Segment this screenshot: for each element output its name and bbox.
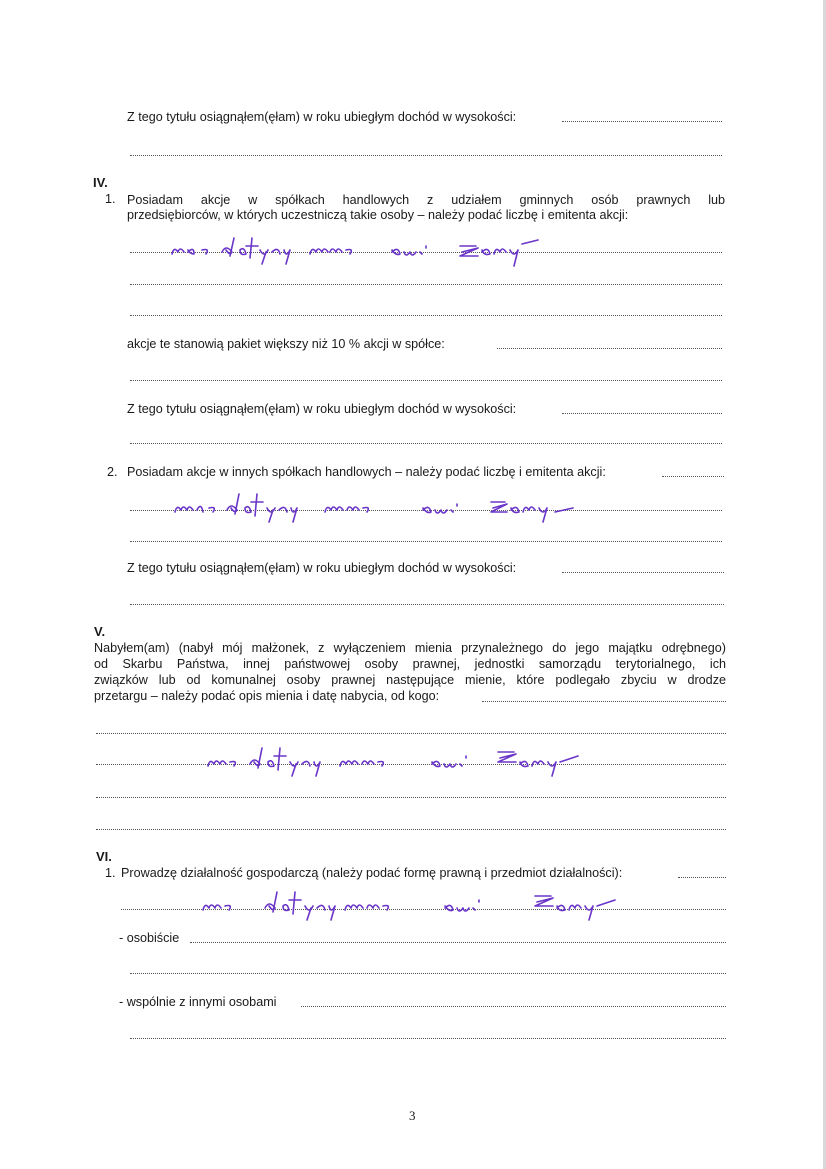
package-line: akcje te stanowią pakiet większy niż 10 % akcji w spółce: bbox=[127, 337, 445, 351]
dotted-line bbox=[678, 877, 726, 878]
dotted-line bbox=[130, 604, 724, 605]
dotted-line bbox=[130, 541, 722, 542]
jointly-label: - wspólnie z innymi osobami bbox=[119, 995, 277, 1009]
income-line: Z tego tytułu osiągnąłem(ęłam) w roku ubiegłym dochód w wysokości: bbox=[127, 402, 517, 416]
income-line-2: Z tego tytułu osiągnąłem(ęłam) w roku ubiegłym dochód w wysokości: bbox=[127, 561, 517, 575]
section-iv-item1-number: 1. bbox=[105, 192, 116, 206]
dotted-line bbox=[130, 443, 722, 444]
section-iv-label: IV. bbox=[93, 175, 108, 190]
section-iv-item1-text: Posiadam akcje w spółkach handlowych z udziałem gminnych osób prawnych lub bbox=[127, 193, 725, 207]
dotted-line bbox=[562, 413, 722, 414]
dotted-line bbox=[96, 797, 726, 798]
section-v-text-1: Nabyłem(am) (nabył mój małżonek, z wyłączeniem mienia przynależnego do jego majątku odrębnego) bbox=[94, 641, 726, 655]
dotted-line bbox=[130, 284, 722, 285]
handwritten-answer bbox=[195, 884, 625, 928]
dotted-line bbox=[130, 973, 726, 974]
dotted-line bbox=[130, 155, 722, 156]
handwritten-answer bbox=[200, 742, 620, 782]
handwritten-answer bbox=[160, 230, 560, 270]
dotted-line bbox=[562, 572, 724, 573]
dotted-line bbox=[96, 829, 726, 830]
income-line-top: Z tego tytułu osiągnąłem(ęłam) w roku ubiegłym dochód w wysokości: bbox=[127, 110, 517, 124]
dotted-line bbox=[96, 733, 726, 734]
dotted-line bbox=[130, 1038, 726, 1039]
dotted-line bbox=[130, 315, 722, 316]
section-vi-item1-number: 1. bbox=[105, 866, 116, 880]
page-number: 3 bbox=[409, 1108, 416, 1123]
section-vi-label: VI. bbox=[96, 849, 112, 864]
section-iv-item2-number: 2. bbox=[107, 465, 118, 479]
handwritten-answer bbox=[165, 488, 605, 528]
dotted-line bbox=[301, 1006, 726, 1007]
section-v-text-4: przetargu – należy podać opis mienia i datę nabycia, od kogo: bbox=[94, 689, 440, 703]
dotted-line bbox=[662, 476, 724, 477]
section-vi-item1-text: Prowadzę działalność gospodarczą (należy podać formę prawną i przedmiot działalności): bbox=[121, 866, 623, 880]
section-v-label: V. bbox=[94, 624, 106, 639]
section-v-text-2: od Skarbu Państwa, innej państwowej osoby prawnej, jednostki samorządu terytorialnego, ich bbox=[94, 657, 726, 671]
dotted-line bbox=[482, 701, 726, 702]
section-iv-item1-text-2: przedsiębiorców, w których uczestniczą takie osoby – należy podać liczbę i emitenta akcji: bbox=[127, 208, 629, 222]
personally-label: - osobiście bbox=[119, 931, 180, 945]
section-v-text-3: związków lub od komunalnej osoby prawnej następujące mienie, które podlegało zbyciu w drodze bbox=[94, 673, 726, 687]
section-iv-item2-text: Posiadam akcje w innych spółkach handlowych – należy podać liczbę i emitenta akcji: bbox=[127, 465, 606, 479]
dotted-line bbox=[562, 121, 722, 122]
dotted-line bbox=[130, 380, 722, 381]
dotted-line bbox=[190, 942, 726, 943]
dotted-line bbox=[497, 348, 722, 349]
